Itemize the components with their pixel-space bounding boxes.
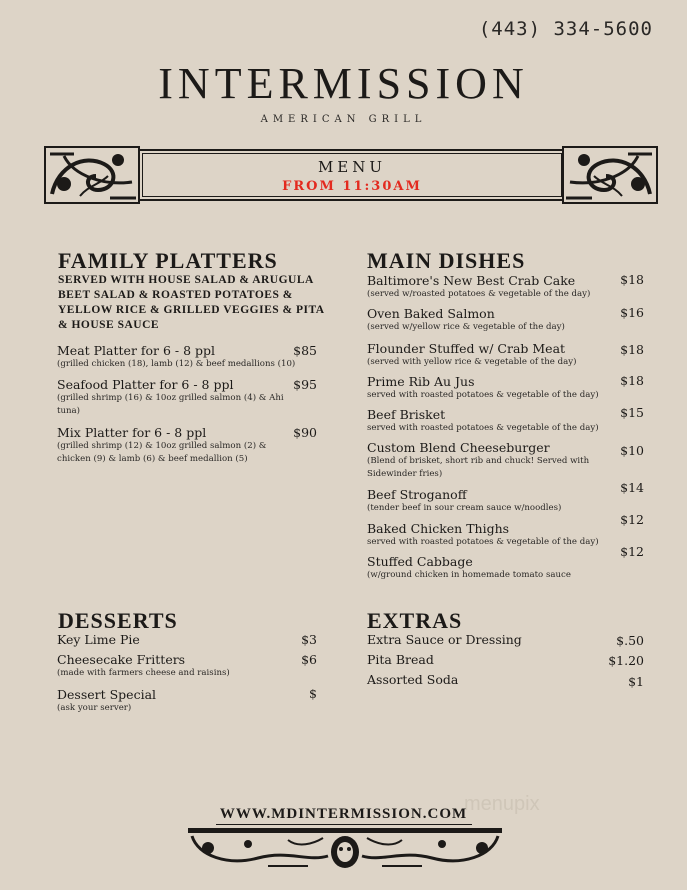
item-price: $95: [293, 377, 317, 392]
list-item: [57, 687, 297, 715]
divider: [216, 824, 472, 825]
item-description: (served w/roasted potatoes & vegetable of the day): [367, 289, 591, 299]
list-item: [367, 341, 607, 369]
list-item: [367, 440, 603, 481]
item-price: $90: [293, 425, 317, 440]
family-platters-subtitle: SERVED WITH HOUSE SALAD & ARUGULA BEET SALAD & ROASTED POTATOES & YELLOW RICE & GRILLED VEGGIES & PITA & HOUSE SAUCE: [58, 274, 324, 331]
item-name: Assorted Soda: [367, 672, 459, 687]
item-name: Custom Blend Cheeseburger: [367, 440, 550, 455]
item-name: Pita Bread: [367, 652, 434, 667]
restaurant-title: INTERMISSION: [158, 59, 529, 108]
item-description: (grilled shrimp (12) & 10oz grilled salmon (2) & chicken (9) & lamb (6) & beef medallion (5): [57, 441, 267, 464]
item-description: (served w/yellow rice & vegetable of the day): [367, 322, 565, 332]
menu-banner: [44, 146, 658, 204]
list-item: [57, 652, 297, 680]
item-name: Dessert Special: [57, 687, 157, 702]
item-name: Baltimore's New Best Crab Cake: [367, 273, 576, 288]
item-name: Oven Baked Salmon: [367, 306, 495, 321]
item-price: $12: [620, 512, 644, 527]
item-name: Cheesecake Fritters: [57, 652, 186, 667]
item-name: Meat Platter for 6 - 8 ppl: [57, 343, 216, 358]
item-price: $6: [301, 652, 317, 667]
restaurant-subtitle: AMERICAN GRILL: [260, 114, 427, 125]
list-item: [367, 554, 607, 582]
item-price: $10: [620, 443, 644, 458]
item-name: Prime Rib Au Jus: [367, 374, 475, 389]
item-name: Seafood Platter for 6 - 8 ppl: [57, 377, 234, 392]
item-name: Flounder Stuffed w/ Crab Meat: [367, 341, 566, 356]
item-description: (w/ground chicken in homemade tomato sauce: [367, 570, 571, 580]
item-price: $18: [620, 342, 644, 357]
phone-number: (443) 334-5600: [478, 18, 653, 40]
menu-banner-box: [138, 149, 566, 201]
item-price: $3: [301, 632, 317, 647]
list-item: [57, 632, 297, 647]
website-link[interactable]: WWW.MDINTERMISSION.COM: [219, 806, 468, 822]
list-item: [367, 407, 607, 435]
item-description: (served with yellow rice & vegetable of the day): [367, 357, 577, 367]
list-item: [367, 374, 607, 402]
list-item: [367, 672, 587, 687]
item-price: $12: [620, 544, 644, 559]
item-description: served with roasted potatoes & vegetable of the day): [367, 537, 599, 547]
item-price: $18: [620, 272, 644, 287]
item-description: served with roasted potatoes & vegetable of the day): [367, 390, 599, 400]
item-description: served with roasted potatoes & vegetable of the day): [367, 423, 599, 433]
list-item: [367, 487, 607, 515]
item-name: Baked Chicken Thighs: [367, 521, 510, 536]
item-price: $1.20: [608, 653, 644, 668]
item-name: Extra Sauce or Dressing: [367, 632, 522, 647]
item-name: Mix Platter for 6 - 8 ppl: [57, 425, 207, 440]
item-description: (Blend of brisket, short rib and chuck! Served with Sidewinder fries): [367, 456, 590, 479]
item-name: Beef Stroganoff: [367, 487, 467, 502]
item-price: $15: [620, 405, 644, 420]
item-price: $85: [293, 343, 317, 358]
item-name: Stuffed Cabbage: [367, 554, 473, 569]
family-platters-title: FAMILY PLATTERS: [58, 248, 278, 273]
item-name: Key Lime Pie: [57, 632, 140, 647]
item-price: $14: [620, 480, 644, 495]
watermark: menupix: [464, 793, 540, 815]
list-item: [367, 652, 587, 667]
menu-time: FROM 11:30AM: [282, 179, 422, 194]
item-description: (ask your server): [57, 703, 132, 713]
list-item: [57, 377, 303, 418]
item-price: $18: [620, 373, 644, 388]
list-item: [367, 521, 607, 549]
item-price: $: [309, 686, 317, 701]
item-description: (made with farmers cheese and raisins): [57, 668, 230, 678]
item-price: $.50: [616, 633, 644, 648]
ornament-left-icon: [44, 146, 140, 204]
item-name: Beef Brisket: [367, 407, 446, 422]
item-description: (tender beef in sour cream sauce w/noodles): [367, 503, 562, 513]
footer-ornament-icon: [188, 826, 502, 872]
item-description: (grilled chicken (18), lamb (12) & beef medallions (10): [57, 359, 296, 369]
menu-label: MENU: [317, 158, 387, 176]
list-item: [367, 273, 607, 301]
list-item: [367, 306, 607, 334]
main-dishes-title: MAIN DISHES: [367, 248, 526, 273]
item-price: $16: [620, 305, 644, 320]
list-item: [367, 632, 587, 647]
extras-title: EXTRAS: [367, 608, 463, 633]
list-item: [57, 425, 287, 466]
item-price: $1: [628, 674, 644, 689]
desserts-title: DESSERTS: [58, 608, 178, 633]
item-description: (grilled shrimp (16) & 10oz grilled salmon (4) & Ahi tuna): [57, 393, 284, 416]
ornament-right-icon: [562, 146, 658, 204]
